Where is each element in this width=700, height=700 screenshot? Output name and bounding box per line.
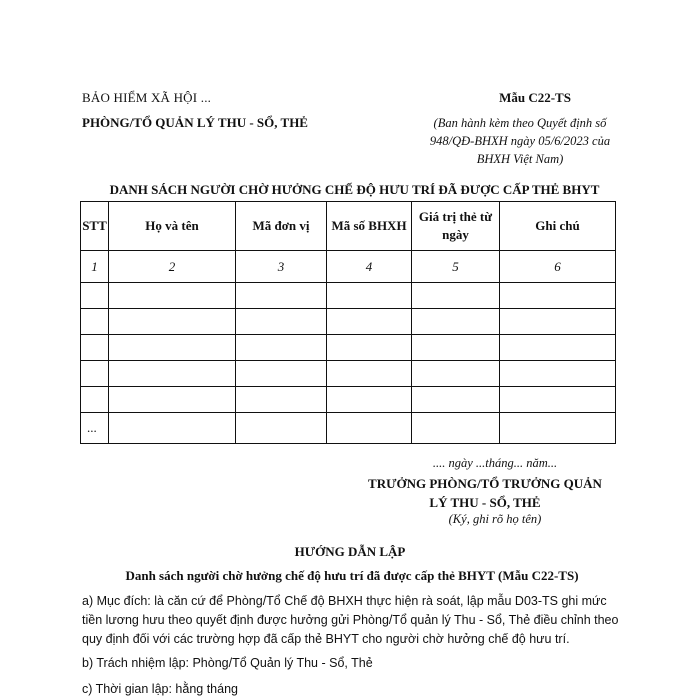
col-number: 6 (500, 251, 616, 283)
form-code: Mẫu C22-TS (499, 90, 571, 105)
signature-title (355, 474, 615, 512)
department-name: PHÒNG/TỔ QUẢN LÝ THU - SỔ, THẺ (82, 115, 308, 130)
signature-date: .... ngày ...tháng... năm... (432, 456, 558, 470)
guide-timing: c) Thời gian lập: hằng tháng (82, 682, 238, 696)
table-header-row (81, 202, 616, 251)
guide-purpose: a) Mục đích: là căn cứ để Phòng/Tổ Chế độ BHXH thực hiện rà soát, lập mẫu D03-TS ghi mức tiền lương hưu theo quyết định được hưởng gửi Phòng/Tổ quản lý Thu - Sổ, Thẻ điều chỉnh theo quy định đối với các trường hợp đã cấp thẻ BHYT cho người chờ hưởng chế độ hưu trí. (82, 594, 619, 646)
col-header-name: Họ và tên (109, 202, 236, 251)
issuance-line-1: (Ban hành kèm theo Quyết định số (433, 116, 607, 130)
table-row (81, 413, 616, 444)
table-row (81, 309, 616, 335)
col-number: 5 (412, 251, 500, 283)
col-header-card-valid-from: Giá trị thẻ từ ngày (412, 202, 500, 251)
signature-note: (Ký, ghi rõ họ tên) (448, 512, 542, 526)
table-row (81, 361, 616, 387)
col-header-stt: STT (81, 202, 109, 251)
table-row (81, 335, 616, 361)
col-number: 1 (81, 251, 109, 283)
signature-title-line-2: LÝ THU - SỔ, THẺ (429, 495, 541, 510)
agency-name: BẢO HIỂM XÃ HỘI ... (82, 90, 212, 105)
list-table (80, 201, 616, 444)
col-number: 3 (236, 251, 327, 283)
column-number-row (81, 251, 616, 283)
col-number: 2 (109, 251, 236, 283)
col-header-notes: Ghi chú (500, 202, 616, 251)
guide-title: HƯỚNG DẪN LẬP (294, 544, 406, 559)
guide-responsibility: b) Trách nhiệm lập: Phòng/Tổ Quản lý Thu - Sổ, Thẻ (82, 656, 373, 670)
col-number: 4 (327, 251, 412, 283)
issuance-line-3: BHXH Việt Nam) (476, 152, 564, 166)
table-row (81, 387, 616, 413)
document-title: DANH SÁCH NGƯỜI CHỜ HƯỞNG CHẾ ĐỘ HƯU TRÍ ĐÃ ĐƯỢC CẤP THẺ BHYT (109, 182, 600, 197)
col-header-bhxh-code: Mã số BHXH (327, 202, 412, 251)
signature-title-line-1: TRƯỞNG PHÒNG/TỔ TRƯỞNG QUẢN (368, 476, 602, 491)
table-row (81, 283, 616, 309)
guide-subtitle: Danh sách người chờ hưởng chế độ hưu trí đã được cấp thẻ BHYT (Mẫu C22-TS) (125, 568, 579, 583)
issuance-line-2: 948/QĐ-BHXH ngày 05/6/2023 của (429, 134, 611, 148)
ellipsis-cell: ... (81, 413, 109, 444)
issuance-note (400, 114, 640, 168)
col-header-unit-code: Mã đơn vị (236, 202, 327, 251)
